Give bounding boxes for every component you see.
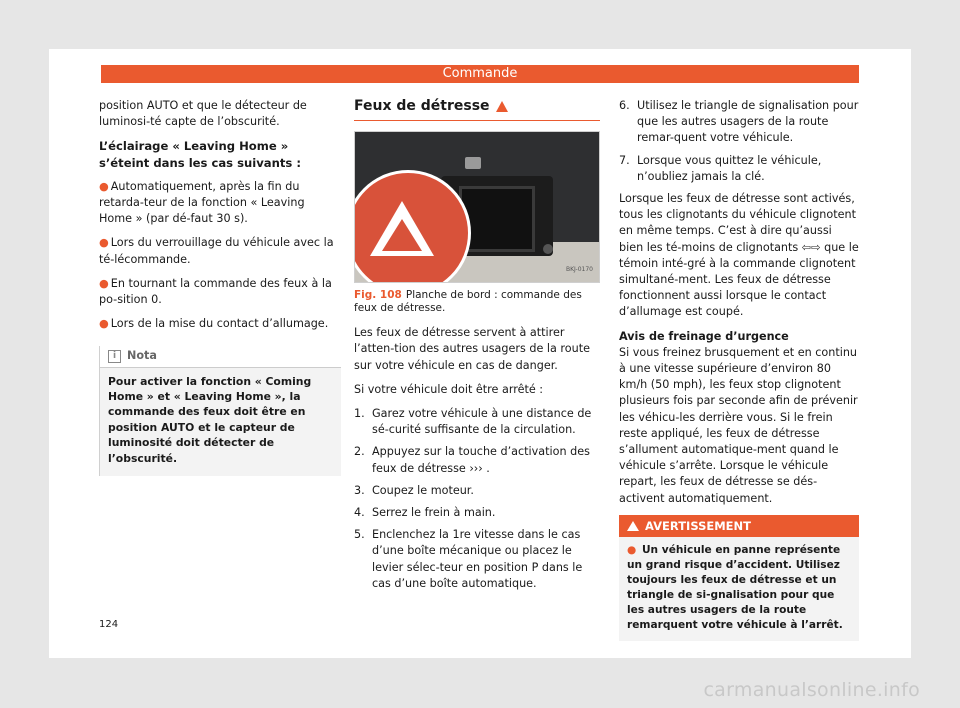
sub-heading: Avis de freinage d’urgence	[619, 329, 789, 343]
step-item: 2. Appuyez sur la touche d’activation des feux de détresse ››› .	[354, 445, 590, 475]
warning-body: ● Un véhicule en panne représente un grand risque d’accident. Utilisez toujours les feux de détresse et un triangle de si-gnalisation pour que les autres usagers de la route remarquent votre véhicule à l’arrêt.	[627, 544, 843, 632]
bullet-icon: ●	[99, 317, 109, 331]
warning-icon	[627, 521, 639, 531]
watermark: carmanualsonline.info	[703, 679, 920, 701]
intro-text: position AUTO et que le détecteur de luminosi-té capte de l’obscurité.	[99, 99, 307, 129]
note-title: Nota	[127, 349, 157, 363]
bullet-icon: ●	[99, 236, 109, 250]
hazard-button	[465, 157, 481, 169]
paragraph: Lorsque les feux de détresse sont activés, tous les clignotants du véhicule clignotent en même temps. C’est à dire qu’aussi bien les té-moins de clignotants ⇦⇨ que le témoin inté-gré à la commande clignotent simultané-ment. Les feux de détresse fonctionnent aussi lorsque le contact d’allumage est coupé.	[619, 192, 859, 319]
paragraph: Les feux de détresse servent à attirer l’atten-tion des autres usagers de la route sur votre véhicule en cas de danger.	[354, 326, 590, 372]
figure-caption: Fig. 108 Planche de bord : commande des feux de détresse.	[354, 289, 582, 315]
info-icon: i	[108, 350, 121, 363]
paragraph: Si vous freinez brusquement et en continu à une vitesse supérieure d’environ 80 km/h (50 mph), les feux stop clignotent plusieurs fois par seconde afin de prévenir les véhicu-les derrière vous. Si le frein reste appliqué, les feux de détresse s’allument automatique-ment quand le véhicule s’arrête. Lorsque le véhicule repart, les feux de détresse se dés-activent automatiquement.	[619, 345, 858, 505]
bullet-item: ● Lors de la mise du contact d’allumage.	[99, 317, 329, 331]
step-item: 6. Utilisez le triangle de signalisation pour que les autres usagers de la route remar-quent votre véhicule.	[619, 99, 859, 145]
steps-list-continued	[619, 98, 859, 185]
step-item: 3. Coupez le moteur.	[354, 483, 474, 497]
note-body: Pour activer la fonction « Coming Home » et « Leaving Home », la commande des feux doit être en position AUTO et le capteur de luminosité doit détecter de l’obscurité.	[108, 374, 312, 465]
steps-list	[354, 406, 600, 592]
page-number: 124	[99, 619, 119, 630]
right-column	[619, 98, 859, 641]
bullet-icon: ●	[627, 544, 637, 557]
step-item: 5. Enclenchez la 1re vitesse dans le cas d’une boîte mécanique ou placez le levier sélec-teur en position P dans le cas d’une boîte automatique.	[354, 528, 583, 590]
hazard-warning-icon	[496, 101, 508, 112]
manual-page	[49, 49, 911, 658]
bullet-icon: ●	[99, 276, 109, 290]
leaving-home-heading: L’éclairage « Leaving Home » s’éteint dans les cas suivants :	[99, 139, 301, 170]
bullet-item: ● Lors du verrouillage du véhicule avec la té-lécommande.	[99, 236, 334, 266]
infotainment-screen	[459, 186, 535, 252]
page-header: Commande	[101, 65, 859, 83]
middle-column	[354, 98, 600, 598]
warning-header: AVERTISSEMENT	[619, 515, 859, 537]
warning-box	[619, 515, 859, 641]
note-header	[100, 346, 341, 367]
left-column	[99, 98, 341, 476]
dashboard-figure	[354, 131, 600, 283]
section-title: Feux de détresse	[354, 98, 600, 121]
step-item: 1. Garez votre véhicule à une distance de sé-curité suffisante de la circulation.	[354, 407, 592, 437]
bullet-item: ● En tournant la commande des feux à la po-sition 0.	[99, 276, 332, 307]
step-item: 7. Lorsque vous quittez le véhicule, n’oubliez jamais la clé.	[619, 153, 822, 183]
note-box	[99, 346, 341, 476]
bullet-item: ● Automatiquement, après la fin du retarda-teur de la fonction « Leaving Home » (par dé-faut 30 s).	[99, 179, 305, 226]
step-item: 4. Serrez le frein à main.	[354, 506, 496, 520]
figure-code: BKJ-0170	[565, 266, 593, 273]
paragraph: Si votre véhicule doit être arrêté :	[354, 382, 544, 396]
bullet-icon: ●	[99, 179, 109, 193]
